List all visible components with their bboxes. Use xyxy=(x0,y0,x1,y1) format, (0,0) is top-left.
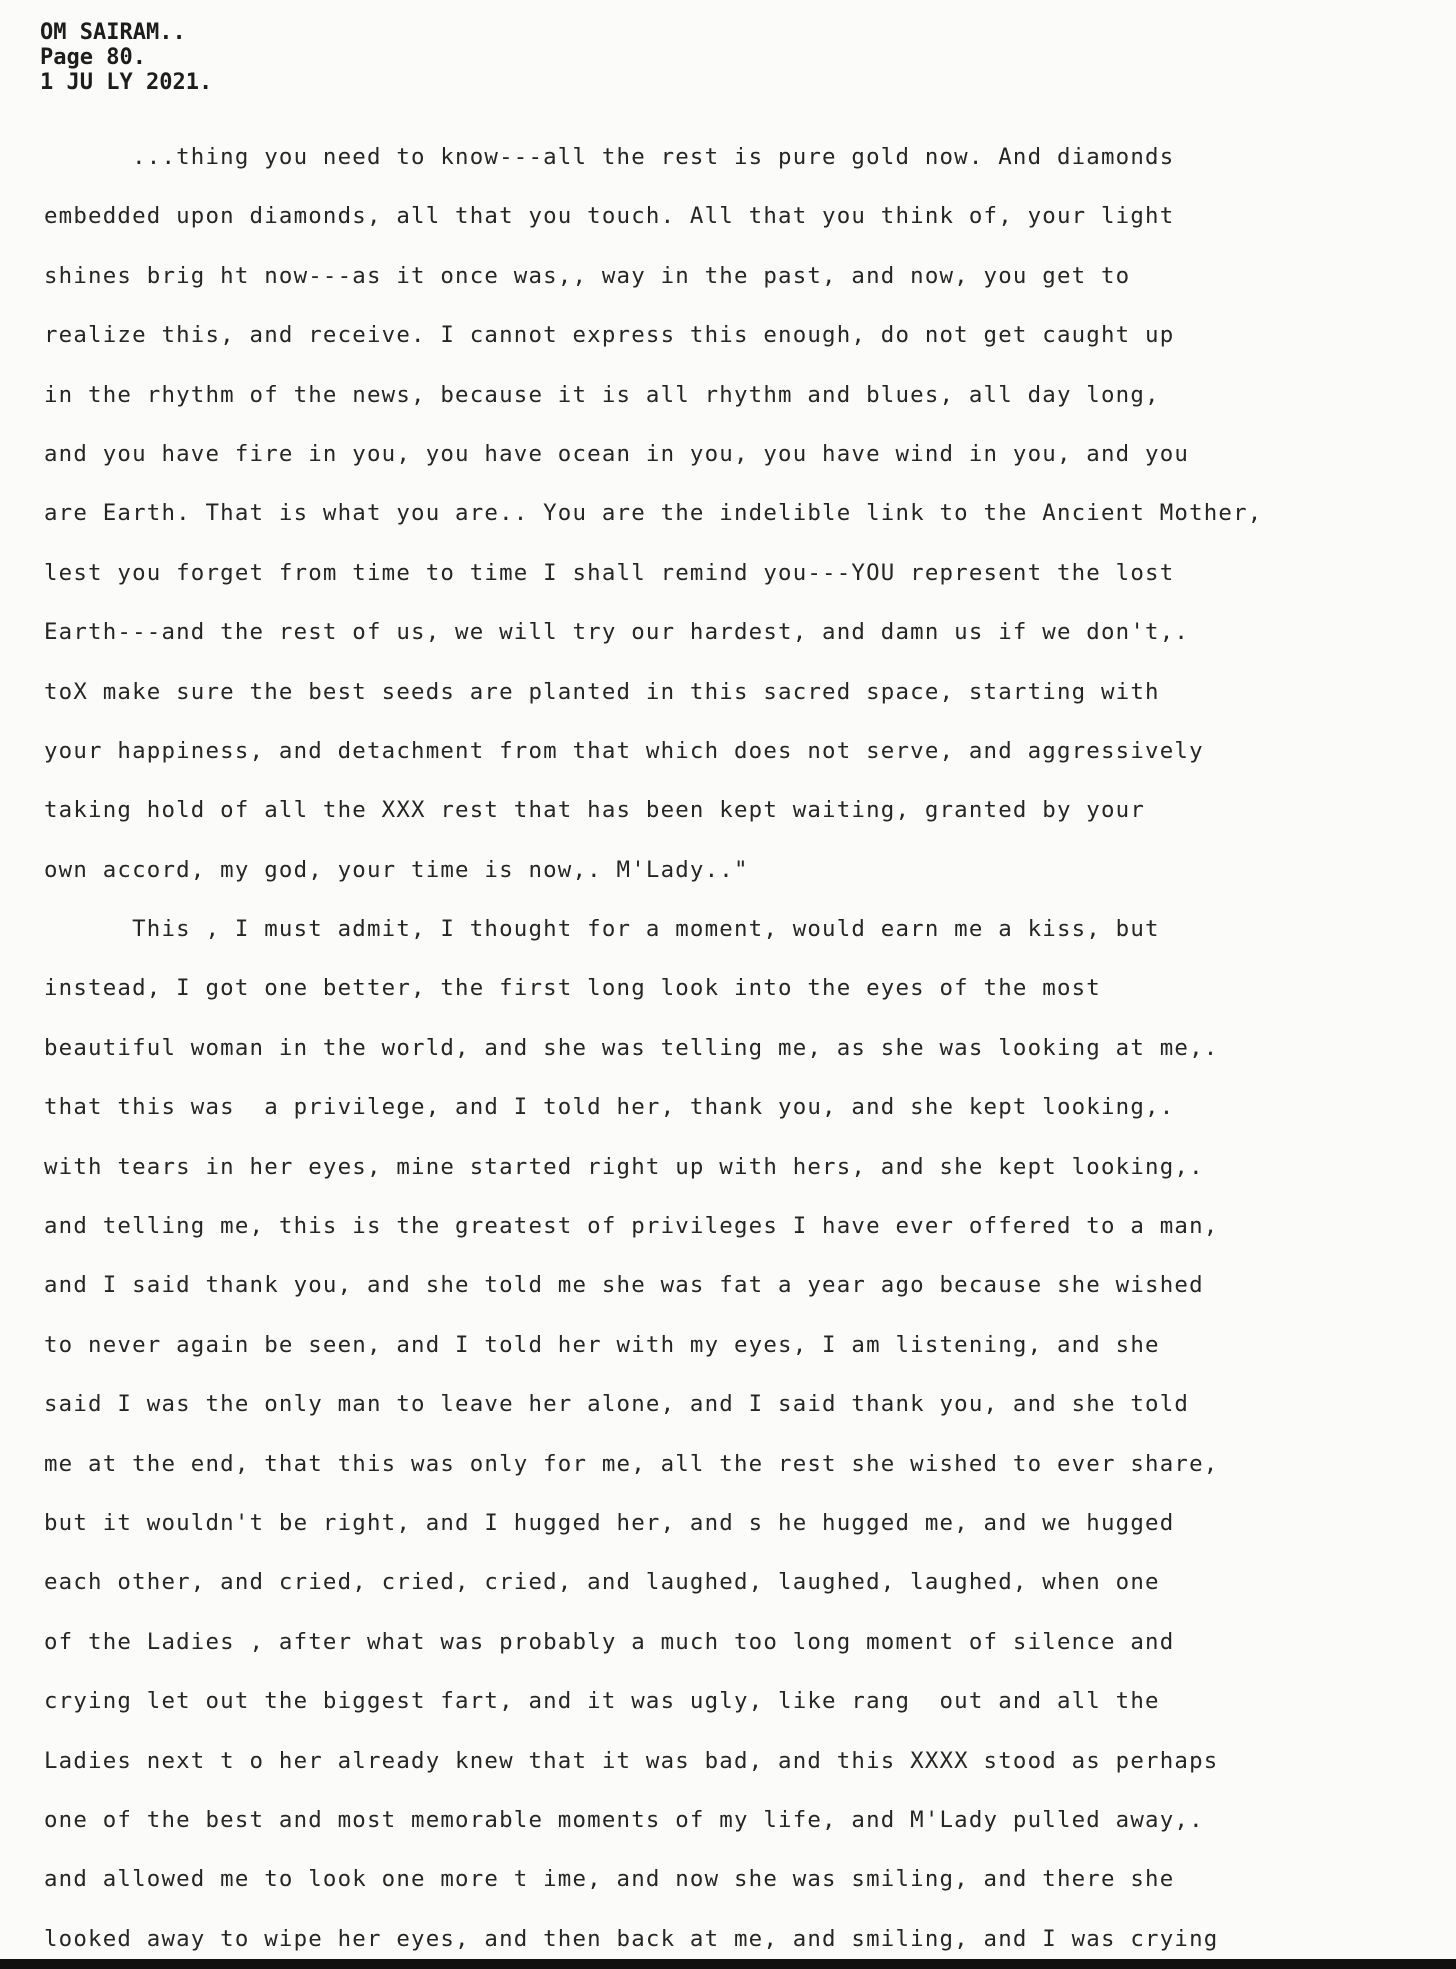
text-line: Ladies next t o her already knew that it was bad, and this XXXX stood as perhaps xyxy=(44,1747,1219,1774)
body-text xyxy=(44,128,1444,1969)
text-line: and telling me, this is the greatest of privileges I have ever offered to a man, xyxy=(44,1213,1219,1240)
text-line: looked away to wipe her eyes, and then back at me, and smiling, and I was crying xyxy=(44,1925,1219,1952)
text-line: toX make sure the best seeds are planted in this sacred space, starting with xyxy=(44,678,1160,705)
text-line: in the rhythm of the news, because it is all rhythm and blues, all day long, xyxy=(44,381,1160,408)
text-line: your happiness, and detachment from that which does not serve, and aggressively xyxy=(44,737,1204,764)
text-line: and allowed me to look one more t ime, and now she was smiling, and there she xyxy=(44,1866,1175,1893)
header-page-number: Page 80. xyxy=(40,45,146,70)
text-line: This , I must admit, I thought for a moment, would earn me a kiss, but xyxy=(44,916,1160,943)
text-line: embedded upon diamonds, all that you touch. All that you think of, your light xyxy=(44,203,1175,230)
page-header xyxy=(40,20,212,95)
text-line: to never again be seen, and I told her with my eyes, I am listening, and she xyxy=(44,1331,1160,1358)
text-line: shines brig ht now---as it once was,, way in the past, and now, you get to xyxy=(44,262,1131,289)
text-line: are Earth. That is what you are.. You are the indelible link to the Ancient Mother, xyxy=(44,500,1263,527)
text-line: lest you forget from time to time I shall remind you---YOU represent the lost xyxy=(44,559,1175,586)
text-line: beautiful woman in the world, and she was telling me, as she was looking at me,. xyxy=(44,1034,1219,1061)
text-line: taking hold of all the XXX rest that has been kept waiting, granted by your xyxy=(44,797,1146,824)
text-line: instead, I got one better, the first long look into the eyes of the most xyxy=(44,975,1101,1002)
text-line: own accord, my god, your time is now,. M'Lady.." xyxy=(44,856,749,883)
text-line: that this was a privilege, and I told her, thank you, and she kept looking,. xyxy=(44,1094,1175,1121)
text-line: crying let out the biggest fart, and it was ugly, like rang out and all the xyxy=(44,1688,1160,1715)
text-line: of the Ladies , after what was probably a much too long moment of silence and xyxy=(44,1628,1175,1655)
text-line: one of the best and most memorable moments of my life, and M'Lady pulled away,. xyxy=(44,1806,1204,1833)
text-line: each other, and cried, cried, cried, and laughed, laughed, laughed, when one xyxy=(44,1569,1160,1596)
text-line: me at the end, that this was only for me, all the rest she wished to ever share, xyxy=(44,1450,1219,1477)
text-line: said I was the only man to leave her alone, and I said thank you, and she told xyxy=(44,1391,1190,1418)
text-line: with tears in her eyes, mine started right up with hers, and she kept looking,. xyxy=(44,1153,1204,1180)
text-line: and you have fire in you, you have ocean in you, you have wind in you, and you xyxy=(44,440,1190,467)
text-line: Earth---and the rest of us, we will try our hardest, and damn us if we don't,. xyxy=(44,619,1190,646)
header-salutation: OM SAIRAM.. xyxy=(40,20,186,45)
text-line: ...thing you need to know---all the rest is pure gold now. And diamonds xyxy=(44,144,1175,170)
text-line: and I said thank you, and she told me she was fat a year ago because she wished xyxy=(44,1272,1204,1299)
text-line: but it wouldn't be right, and I hugged her, and s he hugged me, and we hugged xyxy=(44,1509,1175,1536)
header-date: 1 JU LY 2021. xyxy=(40,70,213,95)
scan-bottom-edge xyxy=(0,1959,1456,1969)
text-line: realize this, and receive. I cannot express this enough, do not get caught up xyxy=(44,322,1175,349)
